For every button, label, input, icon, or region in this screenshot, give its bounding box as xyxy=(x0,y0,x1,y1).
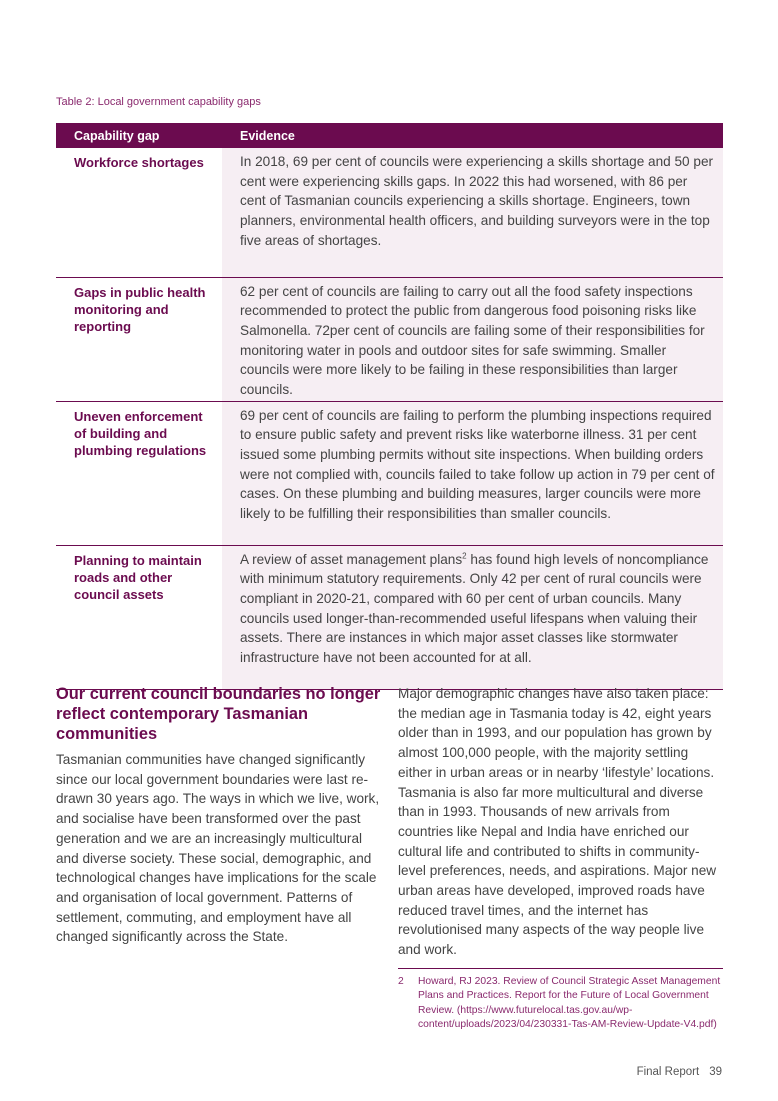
capability-gap-cell: Gaps in public health monitoring and reporting xyxy=(56,277,222,401)
evidence-text-part: has found high levels of noncompliance with minimum statutory requirements. Only 42 per cent of rural councils were compliant in 2020-21, compared with 60 per cent of urban councils. Many councils used longer-than-recommended useful lifespans when valuing their assets. There are instances in which major asset classes like stormwater infrastructure have not been accounted for at all. xyxy=(240,551,709,666)
table-row xyxy=(56,545,723,689)
left-column xyxy=(56,684,382,947)
footnote xyxy=(398,975,723,1032)
section-heading: Our current council boundaries no longer reflect contemporary Tasmanian communities xyxy=(56,685,381,743)
evidence-cell xyxy=(222,545,723,689)
evidence-text-part: A review of asset management plans xyxy=(240,551,463,567)
capability-gaps-table xyxy=(56,123,723,690)
footer-label: Final Report xyxy=(636,1066,700,1078)
page-footer xyxy=(637,1066,722,1078)
capability-gap-cell: Workforce shortages xyxy=(56,148,222,277)
footnote-divider xyxy=(398,968,723,969)
table-row xyxy=(56,277,723,401)
table-row xyxy=(56,148,723,277)
column-header-capability-gap: Capability gap xyxy=(56,123,222,148)
right-paragraph: Major demographic changes have also taken place: the median age in Tasmania today is 42, eight years older than in 1993, and our population has grown by almost 100,000 people, with the majority settling either in urban areas or in nearby ‘lifestyle’ locations. Tasmania is also far more multicultural and diverse than in 1993. Thousands of new arrivals from countries like Nepal and India have enriched our cultural life and contributed to shifts in community-level preferences, needs, and aspirations. Major new urban areas have developed, improved roads have reduced travel times, and the internet has revolutionised many aspects of the way people live and work. xyxy=(398,686,717,958)
column-header-evidence: Evidence xyxy=(222,123,723,148)
evidence-cell: 62 per cent of councils are failing to carry out all the food safety inspections recommended to protect the public from dangerous food poisoning risks like Salmonella. 72per cent of councils are failing some of their responsibilities for monitoring water in pools and outdoor sites for safe swimming. Smaller councils were more likely to be failing in these responsibilities than larger councils. xyxy=(222,277,723,401)
page-number: 39 xyxy=(709,1066,722,1078)
table-caption: Table 2: Local government capability gaps xyxy=(56,96,261,108)
footnote-number: 2 xyxy=(398,976,404,987)
table-row xyxy=(56,401,723,545)
capability-gap-cell: Planning to maintain roads and other council assets xyxy=(56,545,222,689)
capability-gap-cell: Uneven enforcement of building and plumbing regulations xyxy=(56,401,222,545)
evidence-cell: In 2018, 69 per cent of councils were experiencing a skills shortage and 50 per cent were experiencing skills gaps. In 2022 this had worsened, with 86 per cent of Tasmanian councils experiencing a skills shortage. Engineers, town planners, environmental health officers, and building surveyors were in the top five areas of shortages. xyxy=(222,148,723,277)
table-header-row xyxy=(56,123,723,148)
footnote-reference[interactable]: 2 xyxy=(462,550,467,560)
evidence-cell: 69 per cent of councils are failing to perform the plumbing inspections required to ensure public safety and prevent risks like waterborne illness. 31 per cent issued some plumbing permits without site inspections. When building orders were not complied with, councils failed to take follow up action in 79 per cent of cases. On these plumbing and building measures, larger councils were more likely to be fulfilling their responsibilities than smaller councils. xyxy=(222,401,723,545)
left-paragraph: Tasmanian communities have changed significantly since our local government boundaries were last re-drawn 30 years ago. The ways in which we live, work, and socialise have been transformed over the past generation and we are an increasingly multicultural and diverse society. These social, demographic, and technological changes have implications for the scale and organisation of local government. Patterns of settlement, commuting, and employment have all changed significantly across the State. xyxy=(56,752,380,945)
right-column xyxy=(398,684,724,960)
footnote-text[interactable]: Howard, RJ 2023. Review of Council Strategic Asset Management Plans and Practices. Report for the Future of Local Government Review. (https://www.futurelocal.tas.gov.au/wp-content/uploads/2023/04/230331-Tas-AM-Review-Update-V4.pdf) xyxy=(418,976,721,1030)
